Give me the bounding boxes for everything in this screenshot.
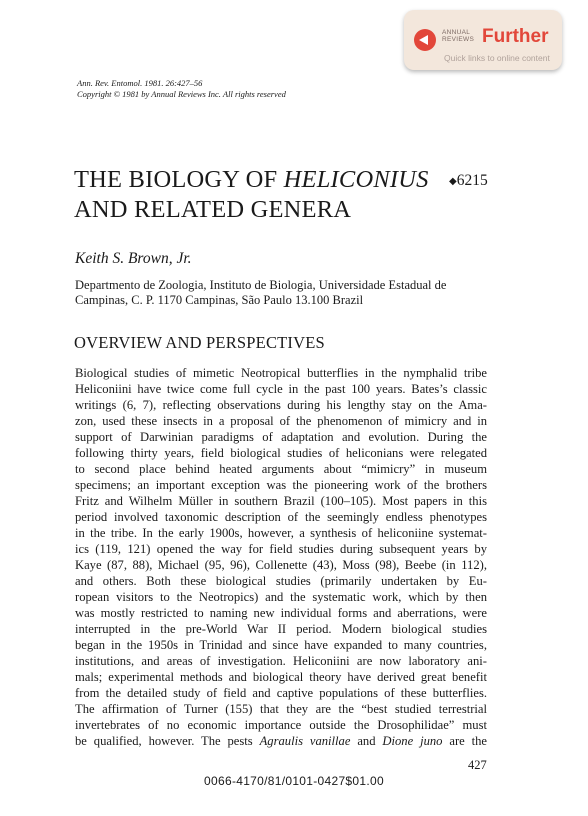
page-number: 427	[468, 758, 487, 772]
body-paragraph	[75, 365, 487, 749]
body-line: ics (119, 121) opened the way for field studies during subsequent years by	[75, 542, 487, 556]
last-line-part1: be qualified, however. The pests	[75, 734, 260, 748]
author-affiliation	[75, 278, 495, 308]
body-line: in the tribe. In the early 1900s, however, a synthesis of heliconiine systemat-	[75, 526, 487, 540]
body-line: to second place behind heated arguments about “mimicry” in museum	[75, 462, 487, 476]
play-back-circle-icon	[414, 29, 436, 51]
article-code-number: 6215	[456, 172, 488, 189]
further-banner[interactable]	[404, 10, 562, 70]
last-line-part2: and	[350, 734, 383, 748]
body-line: was mostly restricted to naming new individual forms and aberrations, were	[75, 606, 487, 620]
article-title	[74, 165, 434, 225]
body-line: writings (6, 7), reflecting observations during his lengthy stay on the Ama-	[75, 398, 487, 412]
brand-line2: REVIEWS	[442, 36, 475, 43]
article-code	[449, 172, 488, 190]
body-line: following thirty years, field biological studies of heliconians were relegated	[75, 446, 487, 460]
body-line: Kaye (87, 88), Michael (95, 96), Collenette (43), Moss (98), Beebe (in 112),	[75, 558, 487, 572]
body-line: interrupted in the pre-World War II period. Modern biological studies	[75, 622, 487, 636]
body-line: specimens; an important exception was the pioneering work of the brothers	[75, 478, 487, 492]
body-line: began in the 1950s in Trinidad and since have expanded to many countries,	[75, 638, 487, 652]
title-line1-prefix: THE BIOLOGY OF	[74, 166, 284, 193]
body-line: Heliconiini have twice come full cycle in the past 100 years. Bates’s classic	[75, 382, 487, 396]
body-line: The affirmation of Turner (155) that they are the “best studied terrestrial	[75, 702, 487, 716]
title-line1-italic: HELICONIUS	[283, 166, 429, 193]
affiliation-line1: Departmento de Zoologia, Instituto de Biologia, Universidade Estadual de	[75, 278, 447, 292]
body-line: support of Darwinian paradigms of adaptation and evolution. During the	[75, 430, 487, 444]
body-line-last	[75, 733, 487, 749]
further-label: Further	[482, 26, 549, 47]
body-line: mals; experimental methods and biological theory have derived great benefit	[75, 670, 487, 684]
species-name-agraulis: Agraulis vanillae	[259, 734, 351, 748]
body-line: period involved taxonomic description of the seemingly endless phenotypes	[75, 510, 487, 524]
journal-citation	[77, 78, 286, 100]
brand-line1: ANNUAL	[442, 29, 471, 36]
body-line: zon, used these insects in a proposal of the phenomenon of mimicry and in	[75, 414, 487, 428]
citation-line1: Ann. Rev. Entomol. 1981. 26:427–56	[77, 78, 203, 88]
diamond-icon: ◆	[449, 176, 457, 187]
title-line1	[74, 165, 434, 195]
citation-line2: Copyright © 1981 by Annual Reviews Inc. All rights reserved	[77, 89, 286, 99]
body-line: institutions, and areas of investigation. Heliconiini are now laboratory ani-	[75, 654, 487, 668]
footer-code: 0066-4170/81/0101-0427$01.00	[204, 774, 384, 788]
section-heading: OVERVIEW AND PERSPECTIVES	[74, 333, 325, 352]
body-line: Fritz and Wilhelm Müller in southern Brazil (100–105). Most papers in this	[75, 494, 487, 508]
last-line-part3: are the	[442, 734, 488, 748]
body-line: Biological studies of mimetic Neotropical butterflies in the nymphalid tribe	[75, 366, 487, 380]
species-name-dione: Dione juno	[382, 734, 443, 748]
body-line: from the detailed study of field and captive populations of these butterflies.	[75, 686, 487, 700]
body-line: and others. Both these biological studies (primarily undertaken by Eu-	[75, 574, 487, 588]
title-line2: AND RELATED GENERA	[74, 196, 352, 223]
affiliation-line2: Campinas, C. P. 1170 Campinas, São Paulo 13.100 Brazil	[75, 293, 364, 307]
annual-reviews-logo-text	[442, 29, 482, 43]
further-subtitle: Quick links to online content	[444, 53, 550, 63]
body-line: ropean visitors to the Neotropics) and the systematic work, which by then	[75, 590, 487, 604]
body-line: invertebrates of no economic importance outside the Drosophilidae” must	[75, 718, 487, 732]
author-name: Keith S. Brown, Jr.	[75, 250, 192, 267]
